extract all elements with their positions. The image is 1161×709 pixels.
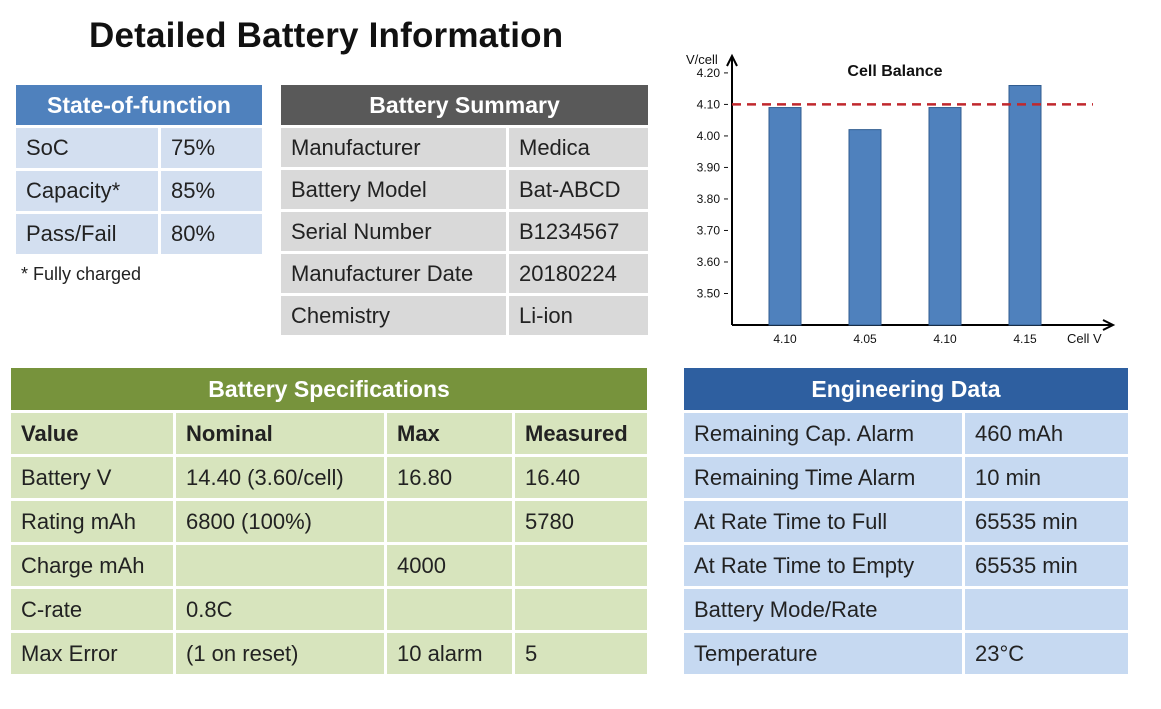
table-cell [387, 589, 512, 630]
table-row [684, 413, 1128, 454]
soc-label: SoC [16, 128, 158, 168]
summary-value: 20180224 [509, 254, 648, 293]
table-cell [176, 545, 384, 586]
table-row [281, 296, 648, 335]
battery-specifications-table [8, 365, 650, 677]
table-row [16, 214, 262, 254]
bar [1009, 86, 1041, 325]
engineering-value: 65535 min [965, 501, 1128, 542]
summary-label: Serial Number [281, 212, 506, 251]
table-row [281, 170, 648, 209]
engineering-value: 460 mAh [965, 413, 1128, 454]
table-row [11, 501, 647, 542]
y-tick-label: 4.20 [696, 65, 720, 80]
column-header: Max [387, 413, 512, 454]
capacity-value: 85% [161, 171, 262, 211]
x-tick-label: 4.05 [853, 332, 877, 346]
engineering-label: At Rate Time to Empty [684, 545, 962, 586]
x-axis-label: Cell V [1067, 331, 1102, 346]
table-row [684, 545, 1128, 586]
table-cell: 4000 [387, 545, 512, 586]
y-tick-label: 3.60 [696, 254, 720, 269]
table-row [11, 589, 647, 630]
summary-value: Bat-ABCD [509, 170, 648, 209]
summary-label: Chemistry [281, 296, 506, 335]
engineering-label: Temperature [684, 633, 962, 674]
table-row [684, 589, 1128, 630]
table-cell [515, 589, 647, 630]
x-tick-label: 4.15 [1013, 332, 1037, 346]
table-cell [515, 545, 647, 586]
summary-label: Manufacturer Date [281, 254, 506, 293]
engineering-value: 65535 min [965, 545, 1128, 586]
column-header: Nominal [176, 413, 384, 454]
engineering-label: Remaining Cap. Alarm [684, 413, 962, 454]
y-tick-label: 4.00 [696, 128, 720, 143]
y-tick-label: 3.90 [696, 160, 720, 175]
pass-fail-value: 80% [161, 214, 262, 254]
x-tick-label: 4.10 [773, 332, 797, 346]
x-tick-label: 4.10 [933, 332, 957, 346]
y-axis-label: V/cell [686, 52, 718, 67]
table-cell: C-rate [11, 589, 173, 630]
table-cell: 10 alarm [387, 633, 512, 674]
bar [769, 108, 801, 325]
table-row [684, 633, 1128, 674]
state-of-function-header: State-of-function [16, 85, 262, 125]
table-row [11, 457, 647, 498]
page-title: Detailed Battery Information [89, 16, 564, 55]
table-row [684, 457, 1128, 498]
y-tick-label: 3.50 [696, 286, 720, 301]
engineering-label: Battery Mode/Rate [684, 589, 962, 630]
table-row [281, 254, 648, 293]
soc-value: 75% [161, 128, 262, 168]
cell-balance-chart [660, 44, 1130, 354]
engineering-value: 10 min [965, 457, 1128, 498]
table-cell: Charge mAh [11, 545, 173, 586]
table-row [11, 545, 647, 586]
table-row [11, 633, 647, 674]
state-of-function-table [13, 82, 265, 257]
table-row [684, 501, 1128, 542]
table-row [281, 212, 648, 251]
table-cell: Battery V [11, 457, 173, 498]
chart-title: Cell Balance [847, 63, 943, 80]
table-cell [387, 501, 512, 542]
battery-specifications-header: Battery Specifications [11, 368, 647, 410]
table-cell: Rating mAh [11, 501, 173, 542]
footnote: * Fully charged [21, 264, 142, 284]
y-tick-label: 3.80 [696, 191, 720, 206]
table-cell: 5780 [515, 501, 647, 542]
engineering-value: 23°C [965, 633, 1128, 674]
summary-label: Battery Model [281, 170, 506, 209]
bar [929, 108, 961, 325]
bar [849, 130, 881, 325]
table-header-row [11, 413, 647, 454]
table-cell: 14.40 (3.60/cell) [176, 457, 384, 498]
engineering-label: At Rate Time to Full [684, 501, 962, 542]
engineering-label: Remaining Time Alarm [684, 457, 962, 498]
engineering-value [965, 589, 1128, 630]
column-header: Measured [515, 413, 647, 454]
summary-value: Li-ion [509, 296, 648, 335]
capacity-label: Capacity* [16, 171, 158, 211]
table-row [16, 128, 262, 168]
table-cell: 0.8C [176, 589, 384, 630]
y-tick-label: 3.70 [696, 223, 720, 238]
engineering-data-table [681, 365, 1131, 677]
table-row [16, 171, 262, 211]
table-cell: Max Error [11, 633, 173, 674]
y-tick-label: 4.10 [696, 97, 720, 112]
table-cell: 6800 (100%) [176, 501, 384, 542]
pass-fail-label: Pass/Fail [16, 214, 158, 254]
table-cell: 16.40 [515, 457, 647, 498]
summary-value: B1234567 [509, 212, 648, 251]
engineering-data-header: Engineering Data [684, 368, 1128, 410]
battery-summary-header: Battery Summary [281, 85, 648, 125]
table-cell: 16.80 [387, 457, 512, 498]
summary-label: Manufacturer [281, 128, 506, 167]
battery-summary-table [278, 82, 651, 338]
table-row [281, 128, 648, 167]
summary-value: Medica [509, 128, 648, 167]
table-cell: 5 [515, 633, 647, 674]
column-header: Value [11, 413, 173, 454]
table-cell: (1 on reset) [176, 633, 384, 674]
